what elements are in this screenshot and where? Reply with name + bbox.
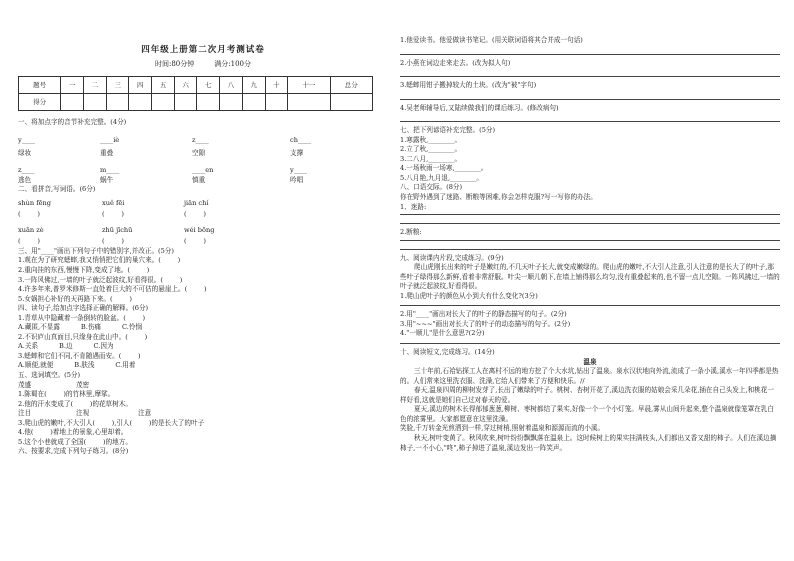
- score-cell: 五: [152, 77, 175, 94]
- q10-paragraph: 夏天,溪边的树木长得郁郁葱葱,柳树、枣树都结了果实,好像一个一个小灯笼。早晨,雾从山间升起来,整个温泉就像笼罩在乳白色的浓雾里。大家都愿意在这里洗澡。: [400, 405, 774, 423]
- q8-label-a: 1、迷路:: [400, 202, 427, 211]
- q7-item[interactable]: 1.寒露秋,________。: [400, 135, 462, 144]
- q3-item[interactable]: 5.女娲担心补好的天再路下来。( ): [18, 294, 132, 303]
- answer-line[interactable]: [400, 240, 780, 241]
- q6-item: 2.小燕在词边走来走去。(改为拟人句): [400, 58, 511, 67]
- q7-item[interactable]: 4.一场秋雨一场寒,________。: [400, 164, 488, 173]
- q5-item[interactable]: 5.这个小巷就成了全国( )的地方。: [18, 437, 132, 446]
- q3-title: 三、用"____"画出下列句子中的错别字,并改正。(5分): [18, 246, 174, 255]
- q9-question: 2.用"____"画出对长大了的叶子的静态描写的句子。(2分): [400, 310, 567, 319]
- q9-question: 4."一顺儿"是什么意思?(2分): [400, 329, 485, 338]
- pinyin-blank[interactable]: z____: [192, 136, 209, 144]
- q7-item[interactable]: 3.二八月,________。: [400, 154, 462, 163]
- score-row-label: 得分: [19, 94, 61, 111]
- answer-line[interactable]: [400, 214, 780, 215]
- q4-item[interactable]: 1.青草从中隐藏着一条倒转的脸盆。( ): [18, 313, 146, 322]
- q5-item[interactable]: 2.他的汗水变成了( )的花草树木。: [18, 399, 132, 408]
- pinyin-blank[interactable]: ch____: [290, 136, 312, 144]
- q4-options: A.顺便,就便 B.肤浅 C.用着: [18, 361, 136, 370]
- pinyin: shùn fēng: [18, 198, 52, 207]
- q1-pinyin-row-1: [18, 136, 388, 146]
- q10-paragraph: 笑脸,千万转金光煎洒到一样,穿过树梢,照射着温泉和源源而流的小溪。: [400, 424, 605, 433]
- score-cell: 六: [174, 77, 197, 94]
- exam-score: 满分:100分: [214, 60, 252, 69]
- score-input-cell[interactable]: [330, 94, 372, 111]
- score-input-cell[interactable]: [61, 94, 84, 111]
- exam-meta: [18, 59, 388, 69]
- q5-word-bank-2: [18, 409, 388, 419]
- page-title: 四年级上册第二次月考测试卷: [141, 45, 265, 55]
- score-input-cell[interactable]: [152, 94, 175, 111]
- q8-label-b: 2.断粮:: [400, 228, 422, 237]
- pinyin: xuě fēi: [102, 198, 125, 207]
- q3-item[interactable]: 2.重向挂的东西,慢慢下降,变成了地。( ): [18, 266, 150, 275]
- score-cell: 十一: [288, 77, 330, 94]
- score-input-cell[interactable]: [106, 94, 129, 111]
- answer-line[interactable]: [400, 121, 780, 122]
- q5-item[interactable]: 1.陈蜀在( )的竹林里,摩挲。: [18, 390, 115, 399]
- score-table-header-row: [19, 77, 373, 94]
- q6-item: 4.吴老师辅导后,又陆续做我们的课后练习。(修改病句): [400, 103, 559, 112]
- answer-line[interactable]: [400, 99, 780, 100]
- q8-title: 八、口语交际。(8分): [400, 183, 463, 192]
- q7-item[interactable]: 2.立了秋,________。: [400, 145, 462, 154]
- word: 支撑: [290, 148, 304, 157]
- pinyin-blank[interactable]: m____: [100, 166, 120, 175]
- q2-pinyin-row-1: [18, 199, 388, 209]
- q4-title: 四、读句子,给加点字选择正确的解释。(6分): [18, 304, 149, 313]
- q10-paragraph: 春天,温泉四周的柳树发芽了,长出了嫩绿的叶子。桃树、杏树开花了,溪边洗衣服的姑娘会采几朵花,插在自己头发上,和桃花一样好看,这就是她们自己过对春天的爱。: [400, 386, 774, 404]
- q5-word-bank-1: [18, 381, 388, 391]
- q5-item[interactable]: 3.爬山虎的嫩叶,不大引人( ),引人( )的是长大了的叶子: [18, 418, 205, 427]
- word: 注视: [76, 409, 90, 418]
- q3-item[interactable]: 1.观在为了研究蟋蟀,我又悄悄把它们的巢穴来。( ): [18, 256, 181, 265]
- left-column: [18, 0, 388, 457]
- q4-item[interactable]: 2.不识庐山真面目,只缘身在此山中。( ): [18, 332, 148, 341]
- q2-title: 二、看拼音,写词语。(6分): [18, 185, 96, 194]
- word: 注意: [138, 409, 152, 418]
- answer-box[interactable]: ( ): [102, 210, 124, 219]
- pinyin: zhū jīchū: [102, 225, 133, 234]
- word: 空隙: [192, 148, 206, 157]
- score-input-cell[interactable]: [84, 94, 107, 111]
- score-cell: 十: [265, 77, 288, 94]
- q9-title: 九、阅读课内片段,完成练习。(9分): [400, 253, 504, 262]
- answer-line[interactable]: [400, 54, 780, 55]
- answer-line[interactable]: [400, 223, 780, 224]
- q3-item[interactable]: 4.许多年来,普罗米修斯一直处着巨大的不可估的悬崖上。( ): [18, 285, 207, 294]
- q1-word-row-1: [18, 149, 388, 159]
- score-cell: 九: [242, 77, 265, 94]
- right-column: [400, 36, 780, 453]
- word: 茂密: [76, 380, 90, 389]
- answer-line[interactable]: [400, 343, 780, 344]
- q9-question: 3.用"~~~"画出对长大了的叶子的动态描写的句子。(2分): [400, 319, 571, 328]
- score-input-cell[interactable]: [129, 94, 152, 111]
- score-cell: 四: [129, 77, 152, 94]
- q6-title: 六、按要求,完成下列句子练习。(8分): [18, 447, 129, 456]
- answer-box[interactable]: ( ): [184, 237, 206, 246]
- q4-options: A.藏匿,不显露 B.伤痛 C.怜悯: [18, 323, 143, 332]
- q4-item[interactable]: 3.蟋蟀和它们不同,不肯随遇而安。( ): [18, 351, 141, 360]
- word: 逃色: [18, 175, 32, 184]
- score-cell: 题号: [19, 77, 61, 94]
- q3-item[interactable]: 3.一阵风佛过,一墙的叶子就泛起波纹,好看得很。( ): [18, 275, 183, 284]
- word: 吟唱: [290, 175, 304, 184]
- answer-line[interactable]: [400, 76, 780, 77]
- q10-passage-title: 温泉: [583, 357, 597, 366]
- q5-item[interactable]: 4.他( )着地上的景象,心里却着。: [18, 428, 128, 437]
- pinyin-blank[interactable]: ____iè: [100, 136, 120, 144]
- score-input-cell[interactable]: [242, 94, 265, 111]
- q2-answer-row-1: [18, 210, 388, 220]
- pinyin: jiān chí: [184, 198, 209, 207]
- q6-item: 3.蟋蟀用钳子搬掉较大的土块。(改为"被"字句): [400, 81, 537, 90]
- pinyin-blank[interactable]: y____: [18, 136, 35, 144]
- score-input-cell[interactable]: [197, 94, 220, 111]
- q2-answer-row-2: [18, 237, 388, 247]
- word: 慎重: [192, 175, 206, 184]
- answer-box[interactable]: ( ): [18, 237, 40, 246]
- score-input-cell[interactable]: [265, 94, 288, 111]
- q4-options: A.关系 B.边 C.因为: [18, 342, 114, 351]
- q6-item: 1.他爱读书。他爱做读书笔记。(用关联词语将其合并成一句话): [400, 36, 583, 44]
- score-table-score-row: [19, 94, 373, 111]
- word: 注目: [18, 409, 32, 418]
- word: 茂盛: [18, 380, 32, 389]
- score-input-cell[interactable]: [220, 94, 243, 111]
- q10-title: 十、阅读短文,完成练习。(14分): [400, 348, 495, 357]
- score-cell: 八: [220, 77, 243, 94]
- answer-line[interactable]: [400, 249, 780, 250]
- score-input-cell[interactable]: [174, 94, 197, 111]
- answer-line[interactable]: [400, 305, 780, 306]
- q7-title: 七、把下列谚语补充完整。(5分): [400, 126, 496, 135]
- score-cell: 七: [197, 77, 220, 94]
- score-table: [18, 76, 373, 111]
- score-cell: 总分: [330, 77, 372, 94]
- q9-question: 1.爬山虎叶子的颜色从小到大有什么变化?(3分): [400, 291, 538, 300]
- score-cell: 二: [84, 77, 107, 94]
- q1-title: 一、将加点字的音节补充完整。(4分): [18, 118, 127, 127]
- q8-intro: 你在野外遇到了迷路、断粮等困难,你会怎样克服?写一写你的办法。: [400, 193, 597, 202]
- q5-title: 五、选词填空。(5分): [18, 371, 81, 380]
- q1-pinyin-row-2: [18, 166, 388, 176]
- q9-passage: 爬山虎刚长出来的叶子是嫩红的,不几天叶子长大,就变成嫩绿的。爬山虎的嫩叶,不大引人注意,引人注意的是长大了的叶子,那些叶子绿得那么新鲜,看着非常舒服。叶尖一顺儿朝下,在墙上铺得那么均匀,没有重叠起来的,也不留一点儿空隙。一阵风拂过,一墙的叶子就泛起波纹,好看得很。: [400, 263, 780, 291]
- pinyin-blank[interactable]: ____en: [192, 166, 214, 175]
- answer-box[interactable]: ( ): [18, 210, 40, 219]
- pinyin: xuān zè: [18, 225, 44, 234]
- word: 蜗牛: [100, 175, 114, 184]
- q2-pinyin-row-2: [18, 226, 388, 236]
- exam-time: 时间:80分钟: [154, 60, 195, 69]
- score-input-cell[interactable]: [288, 94, 330, 111]
- answer-box[interactable]: ( ): [102, 237, 124, 246]
- q1-word-row-2: [18, 176, 388, 186]
- score-cell: 一: [61, 77, 84, 94]
- q10-paragraph: 三十年前,石袷钻探工人在离村不远的地方挖了个大水坑,钻出了温泉。泉水汉状地向外流,流成了一条小溪,溪水一年四季都是热的。人们常来这里洗衣服、洗澡,它给人们带来了方便和快乐。//: [400, 367, 779, 385]
- pinyin: wéi bōng: [184, 225, 215, 234]
- q7-item[interactable]: 5.八月艳,九月退,________。: [400, 173, 484, 182]
- pinyin-blank[interactable]: z____: [18, 166, 35, 175]
- answer-box[interactable]: ( ): [184, 210, 206, 219]
- word: 绿妆: [18, 148, 32, 157]
- q10-paragraph: 秋天,树叶变黄了。秋风吹来,树叶纷纷飘飘落在温泉上。这时候树上的果实挂满枝头,人们都出又香又甜的柿子。人们在溪边摘柿子,一不小心,"咚",柿子掉进了温泉,溪边发出一阵笑声。: [400, 433, 777, 452]
- word: 重叠: [100, 148, 114, 157]
- pinyin-blank[interactable]: y____: [290, 166, 307, 175]
- score-cell: 三: [106, 77, 129, 94]
